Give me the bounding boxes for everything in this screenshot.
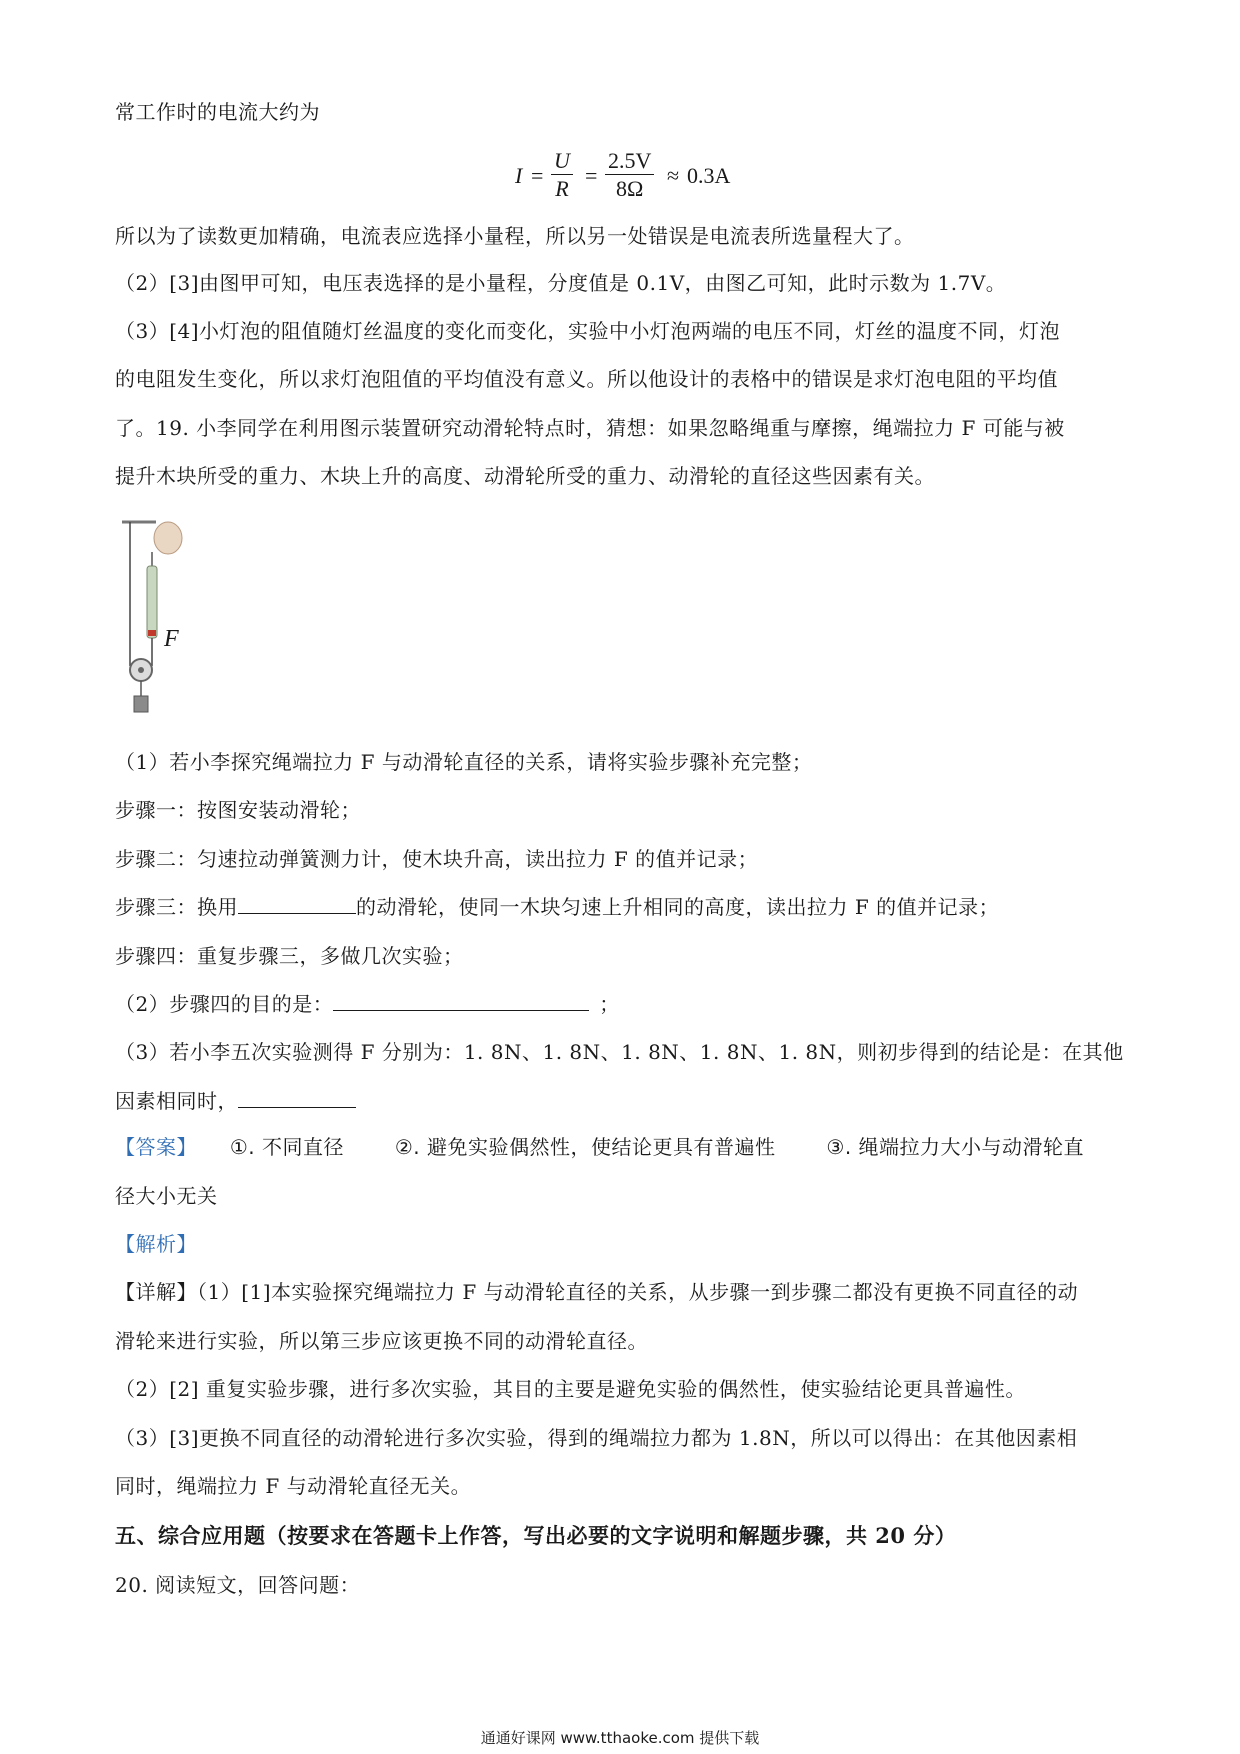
step-3-prefix: 步骤三：换用 xyxy=(115,895,238,919)
answer-3: ③. 绳端拉力大小与动滑轮直 xyxy=(826,1135,1085,1159)
answer-blank[interactable] xyxy=(238,895,356,914)
fraction-denominator: 8Ω xyxy=(616,176,644,201)
question-1: （1）若小李探究绳端拉力 F 与动滑轮直径的关系，请将实验步骤补充完整； xyxy=(115,750,813,774)
step-3-suffix: 的动滑轮，使同一木块匀速上升相同的高度，读出拉力 F 的值并记录； xyxy=(356,895,1000,919)
formula-lhs: I xyxy=(515,163,523,188)
question-3: （3）若小李五次实验测得 F 分别为：1. 8N、1. 8N、1. 8N、1. 8N、1. 8N，则初步得到的结论是：在其他 xyxy=(115,1040,1124,1064)
step-4: 步骤四：重复步骤三，多做几次实验； xyxy=(115,944,464,968)
step-1: 步骤一：按图安装动滑轮； xyxy=(115,798,361,822)
text-line: 常工作时的电流大约为 xyxy=(115,100,320,124)
answer-tag: 【答案】 xyxy=(115,1135,197,1159)
footer-watermark: 通通好课网 www.tthaoke.com 提供下载 xyxy=(480,1729,760,1747)
detail-line: 同时，绳端拉力 F 与动滑轮直径无关。 xyxy=(115,1474,472,1498)
pulley-drawing xyxy=(120,518,200,718)
detail-line: （2）[2] 重复实验步骤，进行多次实验，其目的主要是避免实验的偶然性，使实验结论更具普遍性。 xyxy=(115,1377,1026,1401)
question-2-prefix: （2）步骤四的目的是： xyxy=(115,992,334,1016)
answer-blank[interactable] xyxy=(238,1089,356,1108)
question-2 xyxy=(115,990,620,1018)
text-line: 所以为了读数更加精确，电流表应选择小量程，所以另一处错误是电流表所选量程大了。 xyxy=(115,224,915,248)
answer-line xyxy=(115,1133,1084,1161)
force-label: F xyxy=(164,626,179,652)
answer-1: ①. 不同直径 xyxy=(229,1135,345,1159)
current-formula xyxy=(515,148,775,208)
step-3 xyxy=(115,893,999,921)
fraction-numerator: 2.5V xyxy=(605,148,654,175)
detail-line: （3）[3]更换不同直径的动滑轮进行多次实验，得到的绳端拉力都为 1.8N，所以可以得出：在其他因素相 xyxy=(115,1426,1078,1450)
fraction-denominator: R xyxy=(555,176,569,201)
fraction-u-over-r xyxy=(551,148,573,203)
question-20: 20. 阅读短文，回答问题： xyxy=(115,1573,361,1597)
detail-line: 【详解】（1）[1]本实验探究绳端拉力 F 与动滑轮直径的关系，从步骤一到步骤二都没有更换不同直径的动 xyxy=(115,1280,1079,1304)
question-3-cont xyxy=(115,1087,356,1115)
analysis-tag: 【解析】 xyxy=(115,1232,197,1256)
pulley-figure xyxy=(120,518,200,718)
answer-2: ②. 避免实验偶然性，使结论更具有普遍性 xyxy=(394,1135,776,1159)
formula-equals: = xyxy=(585,163,598,188)
text-line: 了。19. 小李同学在利用图示装置研究动滑轮特点时，猜想：如果忽略绳重与摩擦，绳端拉力 F 可能与被 xyxy=(115,416,1065,440)
fraction-values xyxy=(605,148,654,203)
answer-3-cont: 径大小无关 xyxy=(115,1184,218,1208)
section-heading: 五、综合应用题（按要求在答题卡上作答，写出必要的文字说明和解题步骤，共 20 分） xyxy=(115,1523,957,1548)
question-2-suffix: ； xyxy=(599,992,620,1016)
formula-result: 0.3A xyxy=(687,163,731,188)
question-3-prefix: 因素相同时， xyxy=(115,1089,238,1113)
detail-line: 滑轮来进行实验，所以第三步应该更换不同的动滑轮直径。 xyxy=(115,1329,648,1353)
text-line: （2）[3]由图甲可知，电压表选择的是小量程，分度值是 0.1V，由图乙可知，此时示数为 1.7V。 xyxy=(115,271,1007,295)
formula-equals: = xyxy=(531,163,544,188)
text-line: （3）[4]小灯泡的阻值随灯丝温度的变化而变化，实验中小灯泡两端的电压不同，灯丝的温度不同，灯泡 xyxy=(115,319,1061,343)
text-line: 提升木块所受的重力、木块上升的高度、动滑轮所受的重力、动滑轮的直径这些因素有关。 xyxy=(115,464,935,488)
step-2: 步骤二：匀速拉动弹簧测力计，使木块升高，读出拉力 F 的值并记录； xyxy=(115,847,759,871)
text-line: 的电阻发生变化，所以求灯泡阻值的平均值没有意义。所以他设计的表格中的错误是求灯泡电阻的平均值 xyxy=(115,367,1058,391)
formula-approx: ≈ xyxy=(667,163,680,188)
answer-blank[interactable] xyxy=(333,992,589,1011)
fraction-numerator: U xyxy=(551,148,573,175)
